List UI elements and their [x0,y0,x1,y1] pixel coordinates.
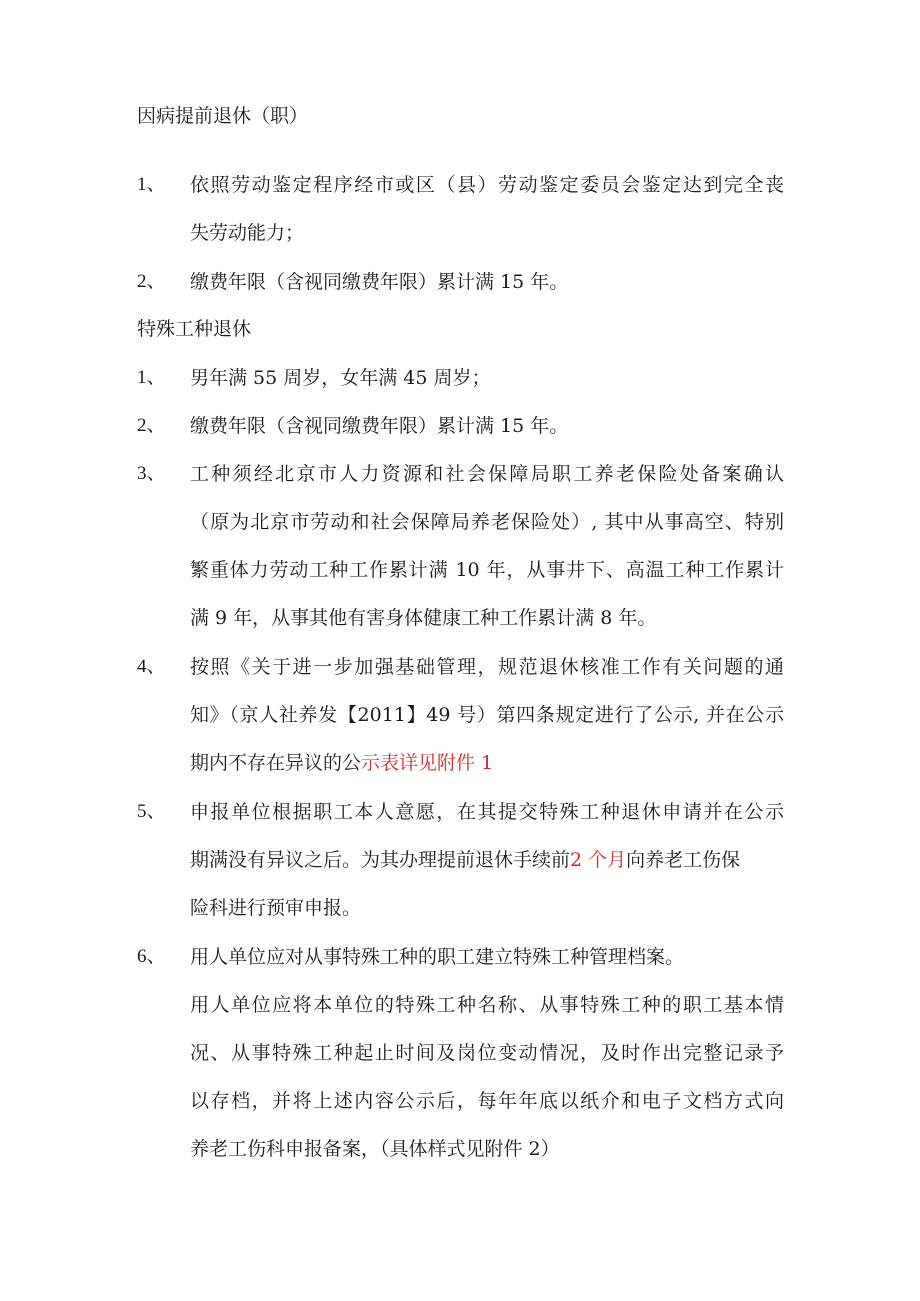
list-item-text: 依照劳动鉴定程序经市或区（县）劳动鉴定委员会鉴定达到完全丧 [190,174,784,196]
paragraph-line: 用人单位应将本单位的特殊工种名称、从事特殊工种的职工基本情 [190,994,784,1016]
list-item-text: 用人单位应对从事特殊工种的职工建立特殊工种管理档案。 [190,946,685,968]
list-item-text: 男年满 55 周岁，女年满 45 周岁； [190,367,491,389]
paragraph-line: 养老工伤科申报备案，（具体样式见附件 2） [190,1138,560,1160]
list-item-text [190,848,740,872]
paragraph-line: 况、从事特殊工种起止时间及岗位变动情况，及时作出完整记录予 [190,1042,784,1064]
list-number: 2、 [137,271,166,292]
list-item-text: 险科进行预审申报。 [190,897,362,919]
list-item-text [190,751,493,775]
list-item-text: 满 9 年，从事其他有害身体健康工种工作累计满 8 年。 [190,607,657,629]
list-item-text: 按照《关于进一步加强基础管理，规范退休核准工作有关问题的通 [190,656,784,678]
list-item-text-normal: 期内不存在异议的公 [190,752,362,774]
attachment-1-highlight: 示表详见附件 1 [361,752,494,774]
list-item-text: （原为北京市劳动和社会保障局养老保险处）, 其中从事高空、特别 [190,511,784,533]
list-number: 1、 [137,174,166,195]
list-number: 3、 [137,463,166,484]
list-number: 6、 [137,946,166,967]
section-heading-special: 特殊工种退休 [137,318,252,340]
list-item-text: 知》（京人社养发【2011】49 号）第四条规定进行了公示, 并在公示 [190,704,784,726]
list-number: 2、 [137,415,166,436]
list-item-text: 缴费年限（含视同缴费年限）累计满 15 年。 [190,415,569,437]
list-item-text: 申报单位根据职工本人意愿，在其提交特殊工种退休申请并在公示 [190,801,784,823]
list-number: 5、 [137,801,166,822]
list-item-text: 失劳动能力； [190,222,305,244]
paragraph-line: 以存档，并将上述内容公示后，每年年底以纸介和电子文档方式向 [190,1090,784,1112]
list-number: 1、 [137,367,166,388]
list-item-text: 缴费年限（含视同缴费年限）累计满 15 年。 [190,271,569,293]
list-item-text-normal: 期满没有异议之后。为其办理提前退休手续前 [190,849,571,871]
section-heading-illness: 因病提前退休（职） [137,105,309,127]
two-months-highlight: 2 个月 [570,849,627,871]
list-item-text-normal: 向养老工伤保 [626,849,741,871]
list-item-text: 繁重体力劳动工种工作累计满 10 年，从事井下、高温工种工作累计 [190,559,784,581]
list-item-text: 工种须经北京市人力资源和社会保障局职工养老保险处备案确认 [190,463,784,485]
list-number: 4、 [137,656,166,677]
